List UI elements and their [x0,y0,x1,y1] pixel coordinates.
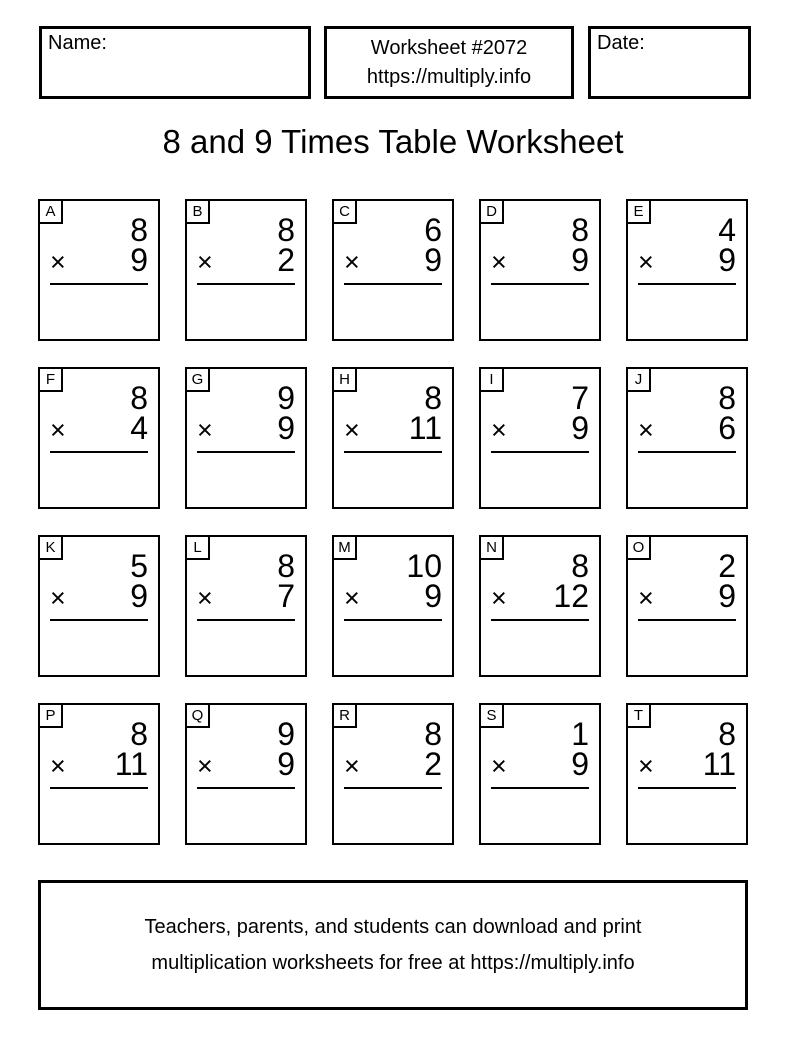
problem-card [626,367,748,509]
multiplicand: 8 [424,716,442,752]
problem-card [479,367,601,509]
multiplicand: 8 [130,716,148,752]
multiplier: 7 [277,578,295,614]
answer-space [628,789,746,845]
multiplicand: 8 [718,716,736,752]
problem-letter: G [191,371,204,388]
answer-space [481,789,599,845]
problem-letter-badge [185,367,210,392]
problem-letter: I [489,371,494,388]
answer-space [481,621,599,677]
answer-space [40,621,158,677]
problem-letter-badge [38,199,63,224]
problem-letter: K [45,539,56,556]
multiplier: 9 [571,242,589,278]
answer-space [481,453,599,509]
problem-letter: N [486,539,497,556]
multiplier: 9 [571,746,589,782]
problem-letter: L [193,539,202,556]
multiplier: 9 [277,410,295,446]
problem-card [185,703,307,845]
problem-card [185,199,307,341]
answer-space [40,789,158,845]
problem-card [626,199,748,341]
multiplier-row [344,578,442,614]
problem-letter: A [45,203,56,220]
problem-letter: H [339,371,350,388]
multiply-icon: × [344,583,360,613]
multiplicand: 8 [130,380,148,416]
multiplier: 9 [277,746,295,782]
problem-card [332,367,454,509]
problem-letter-badge [479,535,504,560]
multiplier-row [491,242,589,278]
multiplier: 4 [130,410,148,446]
problem-letter-badge [332,703,357,728]
problem-letter: Q [191,707,204,724]
problem-card [332,535,454,677]
multiplier-row [197,242,295,278]
date-label: Date: [597,32,645,54]
multiplicand: 7 [571,380,589,416]
multiplier-row [638,242,736,278]
multiplicand: 10 [406,548,442,584]
footer-line2: multiplication worksheets for free at https://multiply.info [151,952,635,974]
multiplier-row [50,242,148,278]
multiply-icon: × [197,583,213,613]
multiplier-row [491,746,589,782]
multiplier-row [50,578,148,614]
answer-space [334,285,452,341]
answer-space [187,453,305,509]
problem-card [38,367,160,509]
problem-card [479,535,601,677]
problem-letter: R [339,707,350,724]
problem-letter-badge [479,367,504,392]
multiplicand: 5 [130,548,148,584]
answer-space [187,789,305,845]
problem-letter-badge [332,199,357,224]
multiplicand: 8 [130,212,148,248]
footer-box [38,880,748,1010]
multiplier: 9 [130,242,148,278]
problem-letter-badge [626,703,651,728]
problem-card [479,703,601,845]
date-box [588,26,751,99]
multiplier: 12 [553,578,589,614]
multiplier-row [344,746,442,782]
answer-space [334,453,452,509]
problem-card [479,199,601,341]
multiplier: 6 [718,410,736,446]
multiply-icon: × [491,583,507,613]
problem-letter-badge [479,199,504,224]
multiplicand: 9 [277,380,295,416]
multiply-icon: × [50,583,66,613]
problem-letter-badge [185,199,210,224]
site-url: https://multiply.info [366,65,532,88]
multiply-icon: × [638,583,654,613]
multiplier: 9 [571,410,589,446]
problem-letter: T [633,707,644,724]
multiply-icon: × [344,247,360,277]
multiply-icon: × [50,751,66,781]
multiplicand: 1 [571,716,589,752]
multiplier-row [197,578,295,614]
multiplier: 9 [424,578,442,614]
multiplicand: 8 [277,548,295,584]
answer-space [40,285,158,341]
answer-space [334,789,452,845]
multiply-icon: × [638,751,654,781]
name-box [39,26,311,99]
problem-letter-badge [185,535,210,560]
multiplier-row [50,410,148,446]
footer-line1: Teachers, parents, and students can download and print [144,916,642,938]
answer-space [628,453,746,509]
problem-letter: M [338,539,351,556]
multiplicand: 8 [571,548,589,584]
answer-space [40,453,158,509]
problem-letter: D [486,203,497,220]
multiplicand: 8 [718,380,736,416]
multiplicand: 8 [571,212,589,248]
problem-letter-badge [332,535,357,560]
multiplier-row [50,746,148,782]
problem-card [185,535,307,677]
multiplier-row [197,746,295,782]
problem-card [38,199,160,341]
multiplicand: 9 [277,716,295,752]
problem-letter: E [633,203,644,220]
multiplier-row [638,410,736,446]
problem-letter-badge [332,367,357,392]
problem-letter: P [45,707,56,724]
multiply-icon: × [197,415,213,445]
answer-space [628,621,746,677]
worksheet-info-box [324,26,574,99]
multiply-icon: × [50,247,66,277]
multiply-icon: × [344,415,360,445]
multiplier: 9 [718,242,736,278]
multiplicand: 4 [718,212,736,248]
problem-card [626,703,748,845]
multiplicand: 8 [277,212,295,248]
multiply-icon: × [638,415,654,445]
multiplier: 9 [130,578,148,614]
answer-space [187,285,305,341]
problem-letter-badge [38,703,63,728]
problem-letter-badge [38,535,63,560]
problem-letter-badge [38,367,63,392]
problem-letter: S [486,707,497,724]
multiply-icon: × [197,247,213,277]
problem-card [332,703,454,845]
problem-card [185,367,307,509]
problem-letter: J [634,371,643,388]
answer-space [628,285,746,341]
problem-card [38,535,160,677]
multiplier-row [638,746,736,782]
problem-letter-badge [626,199,651,224]
problem-card [332,199,454,341]
multiplier-row [638,578,736,614]
name-label: Name: [48,32,107,54]
multiply-icon: × [197,751,213,781]
multiplier: 11 [408,410,442,446]
multiplier: 2 [424,746,442,782]
multiplier: 11 [114,746,148,782]
problem-letter-badge [479,703,504,728]
multiplier-row [491,578,589,614]
multiply-icon: × [491,415,507,445]
multiplier-row [197,410,295,446]
multiplier: 11 [702,746,736,782]
multiply-icon: × [50,415,66,445]
answer-space [334,621,452,677]
multiplier: 9 [718,578,736,614]
answer-space [187,621,305,677]
multiply-icon: × [344,751,360,781]
multiply-icon: × [491,247,507,277]
multiplier-row [491,410,589,446]
multiplier-row [344,410,442,446]
worksheet-number: Worksheet #2072 [370,36,528,59]
multiplier: 2 [277,242,295,278]
page-title: 8 and 9 Times Table Worksheet [162,123,624,160]
problems-grid [38,199,748,845]
problem-letter: B [192,203,203,220]
multiply-icon: × [491,751,507,781]
multiply-icon: × [638,247,654,277]
multiplicand: 2 [718,548,736,584]
problem-letter-badge [185,703,210,728]
problem-letter-badge [626,535,651,560]
multiplier: 9 [424,242,442,278]
multiplicand: 8 [424,380,442,416]
problem-card [626,535,748,677]
answer-space [481,285,599,341]
problem-card [38,703,160,845]
multiplicand: 6 [424,212,442,248]
problem-letter: O [632,539,645,556]
problem-letter: F [45,371,56,388]
problem-letter: C [339,203,350,220]
problem-letter-badge [626,367,651,392]
multiplier-row [344,242,442,278]
